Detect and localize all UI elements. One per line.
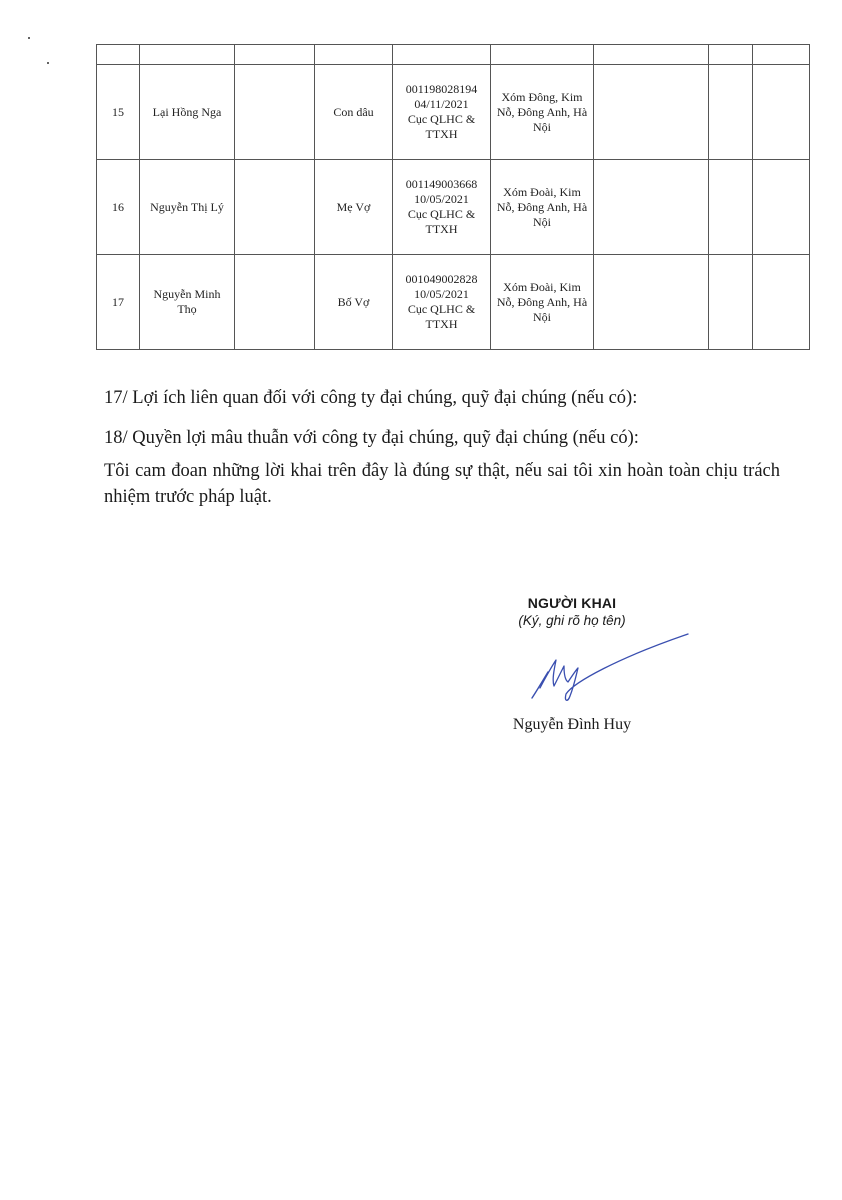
person-name: Lại Hồng Nga [140,65,235,160]
scan-artifact-dot [47,62,49,64]
table-row [97,160,810,255]
table-row [97,65,810,160]
address: Xóm Đoài, Kim Nỗ, Đông Anh, Hà Nội [491,160,594,255]
signature-block [472,595,672,628]
empty-cell [594,160,709,255]
id-number: 001049002828 [405,272,478,286]
issue-date: 10/05/2021 [414,287,469,301]
empty-cell [594,65,709,160]
related-persons-table [96,44,810,350]
id-details [393,65,491,160]
empty-cell [235,65,315,160]
person-name: Nguyễn Thị Lý [140,160,235,255]
item-17-related-interests: 17/ Lợi ích liên quan đối với công ty đại chúng, quỹ đại chúng (nếu có): [104,388,638,408]
issuer: Cục QLHC & TTXH [407,112,476,141]
empty-cell [753,160,810,255]
handwritten-signature [518,630,698,710]
issuer: Cục QLHC & TTXH [407,302,476,331]
address: Xóm Đoài, Kim Nỗ, Đông Anh, Hà Nội [491,255,594,350]
empty-cell [753,255,810,350]
empty-cell [709,65,753,160]
issue-date: 10/05/2021 [414,192,469,206]
empty-cell [709,255,753,350]
empty-cell [594,255,709,350]
declaration-statement: Tôi cam đoan những lời khai trên đây là đúng sự thật, nếu sai tôi xin hoàn toàn chịu trách nhiệm trước pháp luật. [104,461,780,507]
id-details [393,160,491,255]
relationship: Bố Vợ [315,255,393,350]
row-number: 15 [97,65,140,160]
scan-artifact-dot [28,37,30,39]
empty-cell [753,65,810,160]
id-number: 001149003668 [405,177,478,191]
signer-name: Nguyễn Đình Huy [512,716,632,733]
row-number: 16 [97,160,140,255]
empty-cell [235,255,315,350]
signature-instruction: (Ký, ghi rõ họ tên) [518,613,626,628]
relationship: Mẹ Vợ [315,160,393,255]
empty-cell [709,160,753,255]
empty-cell [235,160,315,255]
relationship: Con dâu [315,65,393,160]
address: Xóm Đông, Kim Nỗ, Đông Anh, Hà Nội [491,65,594,160]
row-number: 17 [97,255,140,350]
person-name: Nguyễn Minh Thọ [140,255,235,350]
issue-date: 04/11/2021 [414,97,469,111]
item-18-conflicting-interests: 18/ Quyền lợi mâu thuẫn với công ty đại chúng, quỹ đại chúng (nếu có): [104,428,639,448]
issuer: Cục QLHC & TTXH [407,207,476,236]
id-details [393,255,491,350]
table-row-stub [97,45,810,65]
declarant-title: NGƯỜI KHAI [527,595,617,611]
table-row [97,255,810,350]
id-number: 001198028194 [405,82,478,96]
